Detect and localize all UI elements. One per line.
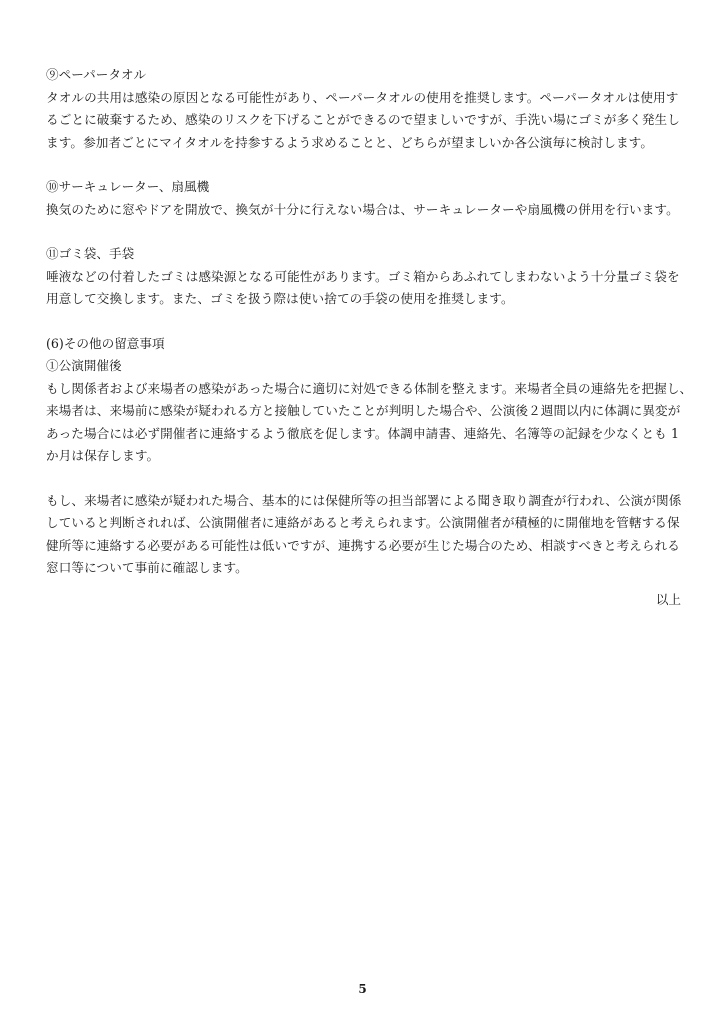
section-subheading: ①公演開催後 bbox=[46, 358, 122, 373]
paragraph-line: か月は保存します。 bbox=[46, 448, 160, 463]
paragraph-line: あった場合には必ず開催者に連絡するよう徹底を促します。体調申請書、連絡先、名簿等の記録を少なくとも 1 bbox=[46, 425, 680, 441]
paragraph-line: もし関係者および来場者の感染があった場合に適切に対処できる体制を整えます。来場者全員の連絡先を把握し、 bbox=[46, 380, 693, 396]
paragraph-line: タオルの共用は感染の原因となる可能性があり、ペーパータオルの使用を推奨します。ペーパータオルは使用す bbox=[46, 89, 679, 105]
section-other-notes bbox=[46, 333, 693, 468]
page-number: 5 bbox=[358, 982, 367, 996]
section-garbage-bags-gloves bbox=[46, 243, 682, 311]
paragraph-line: るごとに破棄するため、感染のリスクを下げることができるので望ましいですが、手洗い場にゴミが多く発生し bbox=[46, 112, 680, 127]
section-paper-towel bbox=[46, 64, 682, 154]
paragraph-line: 用意して交換します。また、ゴミを扱う際は使い捨ての手袋の使用を推奨します。 bbox=[46, 291, 514, 306]
paragraph-line: 窓口等について事前に確認します。 bbox=[46, 560, 248, 575]
closing-mark: 以上 bbox=[655, 592, 681, 607]
section-heading: ⑩サーキュレーター、扇風機 bbox=[46, 179, 210, 194]
section-heading: ⑪ゴミ袋、手袋 bbox=[46, 246, 135, 261]
section-heading: (6)その他の留意事項 bbox=[46, 335, 165, 351]
paragraph-line: もし、来場者に感染が疑われた場合、基本的には保健所等の担当部署による聞き取り調査が行われ、公演が関係 bbox=[46, 492, 682, 508]
paragraph-line: 来場者は、来場前に感染が疑われる方と接触していたことが判明した場合や、公演後２週間以内に体調に異変が bbox=[46, 403, 681, 418]
paragraph-line: 健所等に連絡する必要がある可能性は低いですが、連携する必要が生じた場合のため、相談すべきと考えられる bbox=[46, 537, 680, 553]
document-body bbox=[46, 64, 693, 580]
paragraph-line: 換気のために窓やドアを開放で、換気が十分に行えない場合は、サーキュレーターや扇風機の併用を行います。 bbox=[46, 201, 679, 217]
section-circulator-fan bbox=[46, 176, 682, 221]
section-suspected-infection bbox=[46, 490, 682, 580]
paragraph-line: ます。参加者ごとにマイタオルを持参するよう求めることと、どちらが望ましいか各公演毎に検討します。 bbox=[46, 134, 654, 150]
section-heading: ⑨ペーパータオル bbox=[46, 67, 147, 82]
paragraph-line: 唾液などの付着したゴミは感染源となる可能性があります。ゴミ箱からあふれてしまわないよう十分量ゴミ袋を bbox=[46, 268, 680, 284]
paragraph-line: していると判断されれば、公演開催者に連絡があると考えられます。公演開催者が積極的に開催地を管轄する保 bbox=[46, 515, 680, 530]
